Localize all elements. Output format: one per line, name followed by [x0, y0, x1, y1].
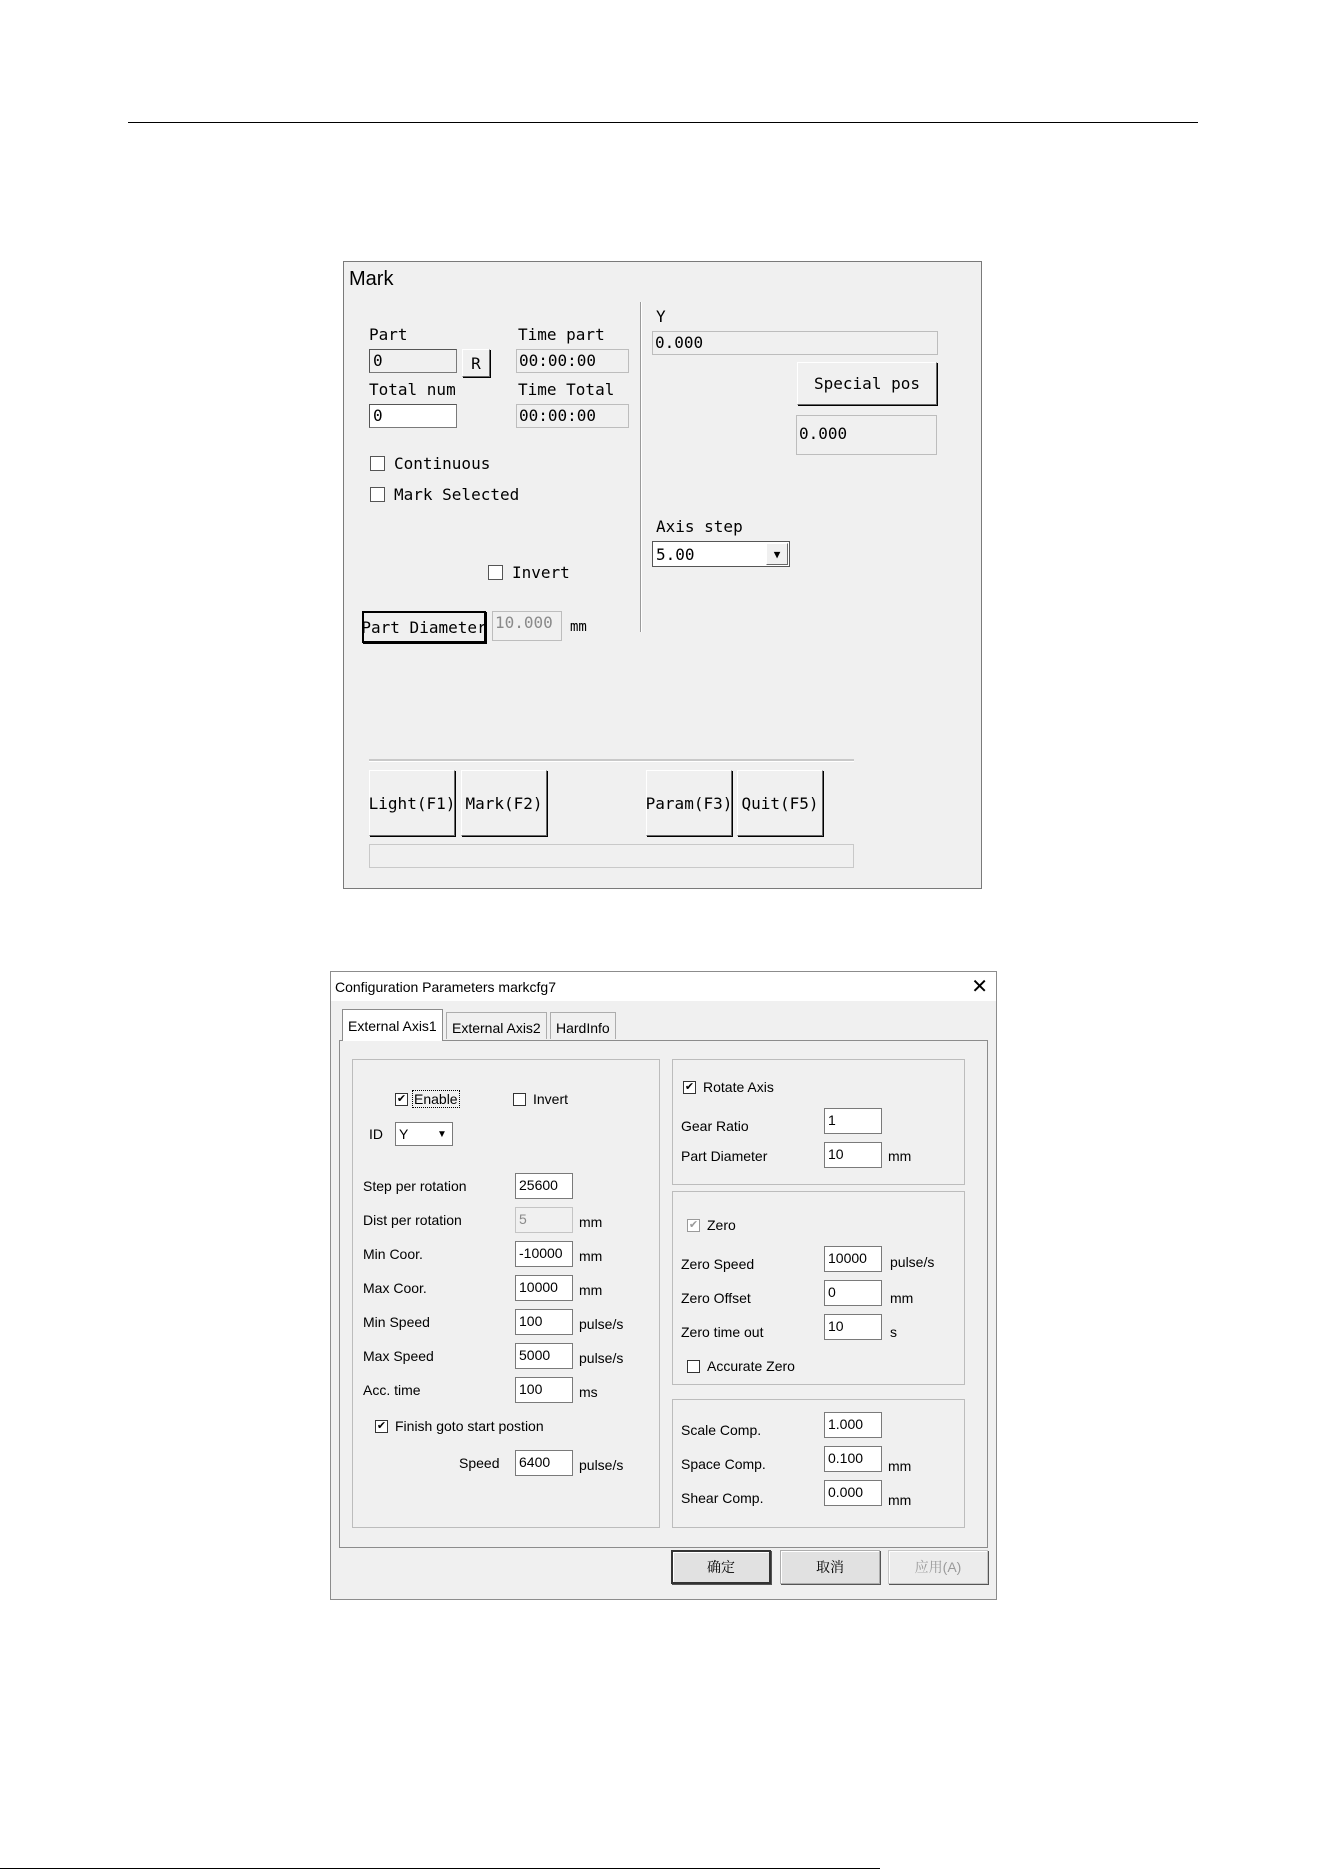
shear-comp-unit: mm [888, 1492, 912, 1508]
total-num-label: Total num [369, 380, 456, 399]
max-coor-input[interactable]: 10000 [515, 1275, 573, 1301]
dist-per-rotation-unit: mm [579, 1214, 603, 1230]
invert-checkbox[interactable] [488, 565, 503, 580]
mark-dialog-title: Mark [349, 268, 394, 290]
zero-timeout-unit: s [890, 1324, 897, 1340]
time-total-label: Time Total [518, 380, 615, 399]
progress-bar [369, 844, 854, 868]
special-pos-value: 0.000 [796, 415, 937, 455]
zero-speed-unit: pulse/s [890, 1254, 935, 1270]
max-speed-input[interactable]: 5000 [515, 1343, 573, 1369]
param-button[interactable]: Param(F3) [646, 770, 732, 836]
space-comp-label: Space Comp. [681, 1456, 766, 1472]
zero-timeout-label: Zero time out [681, 1324, 764, 1340]
zero-offset-input[interactable]: 0 [824, 1280, 882, 1306]
zero-timeout-input[interactable]: 10 [824, 1314, 882, 1340]
mark-button[interactable]: Mark(F2) [461, 770, 547, 836]
min-speed-label: Min Speed [363, 1314, 430, 1330]
time-part-value: 00:00:00 [516, 349, 629, 373]
part-diameter-label: Part Diameter [681, 1148, 768, 1164]
tab-hardinfo[interactable]: HardInfo [550, 1012, 616, 1039]
chevron-down-icon[interactable]: ▼ [437, 1128, 447, 1140]
gear-ratio-label: Gear Ratio [681, 1118, 749, 1134]
part-diameter-unit: mm [570, 619, 587, 635]
cancel-button[interactable]: 取消 [780, 1550, 880, 1584]
config-dialog-title: Configuration Parameters markcfg7 [335, 979, 556, 995]
id-value: Y [399, 1126, 409, 1142]
tab-external-axis2[interactable]: External Axis2 [446, 1012, 547, 1039]
part-diameter-input[interactable]: 10 [824, 1142, 882, 1168]
rotate-axis-checkbox[interactable]: ✔ [684, 1081, 695, 1093]
gear-ratio-input[interactable]: 1 [824, 1108, 882, 1134]
scale-comp-input[interactable]: 1.000 [824, 1412, 882, 1438]
max-speed-unit: pulse/s [579, 1350, 624, 1366]
tab-panel-external-axis1 [339, 1040, 988, 1548]
finish-goto-checkbox[interactable]: ✔ [376, 1420, 387, 1432]
space-comp-input[interactable]: 0.100 [824, 1446, 882, 1472]
dist-per-rotation-input: 5 [515, 1207, 573, 1233]
axis-settings-group [352, 1059, 660, 1528]
space-comp-unit: mm [888, 1458, 912, 1474]
speed-input[interactable]: 6400 [515, 1450, 573, 1476]
zero-speed-input[interactable]: 10000 [824, 1246, 882, 1272]
reset-part-button[interactable]: R [462, 349, 490, 377]
axis-step-value: 5.00 [656, 545, 695, 564]
zero-offset-unit: mm [890, 1290, 914, 1306]
shear-comp-input[interactable]: 0.000 [824, 1480, 882, 1506]
y-axis-value: 0.000 [652, 331, 938, 355]
apply-button[interactable]: 应用(A) [888, 1550, 988, 1584]
enable-checkbox[interactable]: ✔ [396, 1093, 407, 1105]
scale-comp-label: Scale Comp. [681, 1422, 762, 1438]
speed-label: Speed [459, 1455, 500, 1471]
acc-time-label: Acc. time [363, 1382, 421, 1398]
mark-vertical-separator [640, 302, 642, 632]
zero-offset-label: Zero Offset [681, 1290, 751, 1306]
part-diameter-button[interactable]: Part Diameter [362, 611, 486, 643]
axis-step-label: Axis step [656, 517, 743, 536]
time-total-value: 00:00:00 [516, 404, 629, 428]
accurate-zero-checkbox[interactable] [687, 1360, 700, 1373]
acc-time-unit: ms [579, 1384, 598, 1400]
part-count-field[interactable]: 0 [369, 349, 457, 373]
continuous-label: Continuous [394, 454, 491, 473]
invert-checkbox[interactable] [513, 1093, 526, 1106]
invert-label: Invert [512, 563, 570, 582]
page-footer-rule [0, 1868, 880, 1869]
chevron-down-icon[interactable]: ▼ [766, 543, 788, 565]
zero-speed-label: Zero Speed [681, 1256, 755, 1272]
invert-label: Invert [533, 1091, 569, 1107]
zero-checkbox[interactable]: ✔ [688, 1219, 699, 1231]
compensation-group [672, 1399, 965, 1528]
rotate-axis-group [672, 1059, 965, 1185]
mark-dialog [343, 261, 982, 889]
rotate-axis-label: Rotate Axis [703, 1079, 774, 1095]
min-coor-unit: mm [579, 1248, 603, 1264]
min-coor-input[interactable]: -10000 [515, 1241, 573, 1267]
min-speed-input[interactable]: 100 [515, 1309, 573, 1335]
id-label: ID [369, 1126, 383, 1142]
tab-external-axis1[interactable]: External Axis1 [342, 1009, 443, 1041]
continuous-checkbox[interactable] [370, 456, 385, 471]
time-part-label: Time part [518, 325, 605, 344]
speed-unit: pulse/s [579, 1457, 624, 1473]
toolbar-top-separator [369, 759, 854, 762]
part-diameter-unit: mm [888, 1148, 912, 1164]
part-label: Part [369, 325, 408, 344]
max-coor-label: Max Coor. [363, 1280, 427, 1296]
enable-label: Enable [414, 1091, 458, 1107]
axis-step-dropdown[interactable] [652, 541, 790, 567]
shear-comp-label: Shear Comp. [681, 1490, 764, 1506]
y-axis-label: Y [656, 307, 666, 326]
mark-selected-label: Mark Selected [394, 485, 520, 504]
ok-button[interactable]: 确定 [671, 1550, 771, 1584]
min-speed-unit: pulse/s [579, 1316, 624, 1332]
step-per-rotation-input[interactable]: 25600 [515, 1173, 573, 1199]
step-per-rotation-label: Step per rotation [363, 1178, 467, 1194]
config-dialog [330, 971, 997, 1600]
acc-time-input[interactable]: 100 [515, 1377, 573, 1403]
dist-per-rotation-label: Dist per rotation [363, 1212, 462, 1228]
zero-label: Zero [707, 1217, 736, 1233]
quit-button[interactable]: Quit(F5) [737, 770, 823, 836]
max-speed-label: Max Speed [363, 1348, 434, 1364]
page-header-rule [128, 122, 1198, 123]
min-coor-label: Min Coor. [363, 1246, 423, 1262]
config-titlebar [331, 972, 996, 1001]
total-num-input[interactable]: 0 [369, 404, 457, 428]
max-coor-unit: mm [579, 1282, 603, 1298]
finish-goto-label: Finish goto start postion [395, 1418, 544, 1434]
light-button[interactable]: Light(F1) [369, 770, 455, 836]
mark-selected-checkbox[interactable] [370, 487, 385, 502]
accurate-zero-label: Accurate Zero [707, 1358, 795, 1374]
zero-group [672, 1191, 965, 1385]
close-icon[interactable]: ✕ [971, 976, 988, 998]
id-dropdown[interactable] [395, 1122, 453, 1146]
special-pos-button[interactable]: Special pos [797, 362, 937, 405]
part-diameter-value: 10.000 [492, 611, 562, 641]
